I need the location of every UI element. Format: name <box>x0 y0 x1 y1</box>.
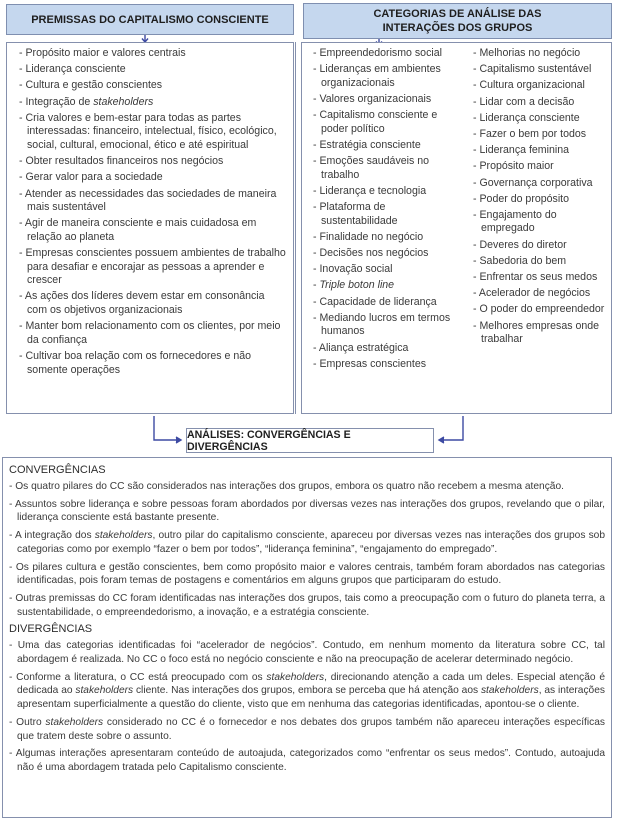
list-item: - Propósito maior e valores centrais <box>19 47 287 61</box>
list-item: - Cultivar boa relação com os fornecedores e não somente operações <box>19 350 287 377</box>
list-item: - Cultura organizacional <box>473 79 613 93</box>
list-item: - Obter resultados financeiros nos negócios <box>19 155 287 169</box>
arrow-left-to-analises-icon <box>154 416 180 440</box>
list-item: - Acelerador de negócios <box>473 287 613 301</box>
list-item: - Capacidade de liderança <box>313 296 463 310</box>
list-item: - Capitalismo sustentável <box>473 63 613 77</box>
analysis-paragraph: - Uma das categorias identificadas foi “acelerador de negócios”. Contudo, em nenhum momento da literatura sobre CC, tal abordagem é realizada. No CC o foco está no negócio consciente e não na preocupação de acelerar determinado negócio. <box>9 639 605 666</box>
premissas-list <box>19 47 287 377</box>
analysis-paragraph: - Conforme a literatura, o CC está preocupado com os stakeholders, direcionando atenção a cada um deles. Especial atenção é dedicada ao stakeholders cliente. Nas interações dos grupos, embora se perceba que há atenção aos stakeholders, as interações apresentam superficialmente a questão do cliente, visto que em nenhuma das categorias identificadas, apontou-se o cliente. <box>9 671 605 712</box>
categorias-header-line1: CATEGORIAS DE ANÁLISE DAS <box>373 8 542 20</box>
arrow-right-to-analises-icon <box>440 416 463 440</box>
list-item: - Manter bom relacionamento com os clientes, por meio da confiança <box>19 320 287 347</box>
list-item: - Lidar com a decisão <box>473 96 613 110</box>
list-item: - Governança corporativa <box>473 177 613 191</box>
list-item: - Liderança feminina <box>473 144 613 158</box>
categorias-header-line2: INTERAÇÕES DOS GRUPOS <box>382 22 533 34</box>
analysis-paragraph: - A integração dos stakeholders, outro pilar do capitalismo consciente, apareceu por diversas vezes nas interações dos grupos sob categorias como por exemplo “fazer o bem por todos”, “liderança feminina”, “engajamento do empregado”. <box>9 529 605 556</box>
list-item: - Fazer o bem por todos <box>473 128 613 142</box>
list-item: - Inovação social <box>313 263 463 277</box>
list-item: - Plataforma de sustentabilidade <box>313 201 463 228</box>
list-item: - As ações dos líderes devem estar em consonância com os objetivos organizacionais <box>19 290 287 317</box>
premissas-list-box <box>6 42 294 414</box>
analises-box <box>186 428 434 453</box>
categorias-column-1 <box>313 47 463 371</box>
convergencias-title: CONVERGÊNCIAS <box>9 464 106 476</box>
list-item: - Lideranças em ambientes organizacionais <box>313 63 463 90</box>
list-item: - Liderança e tecnologia <box>313 185 463 199</box>
list-item: - Finalidade no negócio <box>313 231 463 245</box>
analysis-paragraph: - Os quatro pilares do CC são considerados nas interações dos grupos, embora os quatro não recebem a mesma atenção. <box>9 480 605 494</box>
analysis-paragraph: - Assuntos sobre liderança e sobre pessoas foram abordados por diversas vezes nas interações dos grupos, revelando que o pilar, liderança consciente está bastante presente. <box>9 498 605 525</box>
analises-detail-box <box>2 457 612 818</box>
list-item: - Integração de stakeholders <box>19 96 287 110</box>
list-item: - Empreendedorismo social <box>313 47 463 61</box>
analysis-paragraph: - Os pilares cultura e gestão conscientes, bem como propósito maior e valores centrais, também foram abordados nas categorias identificadas, pois foram temas de postagens e comentários em alguns grupos que participaram do estudo. <box>9 561 605 588</box>
list-item: - Cria valores e bem-estar para todas as partes interessadas: financeiro, intelectual, físico, ecológico, social, cultural, emocional, ético e até espiritual <box>19 112 287 153</box>
list-item: - Gerar valor para a sociedade <box>19 171 287 185</box>
categorias-column-2 <box>473 47 613 347</box>
list-item: - Capitalismo consciente e poder político <box>313 109 463 136</box>
divergencias-list <box>9 639 605 774</box>
analysis-paragraph: - Outro stakeholders considerado no CC é o fornecedor e nos debates dos grupos também não apareceu interações específicas que tratem deste sobre o assunto. <box>9 716 605 743</box>
list-item: - Deveres do diretor <box>473 239 613 253</box>
list-item: - Atender as necessidades das sociedades de maneira mais sustentável <box>19 188 287 215</box>
list-item: - Liderança consciente <box>19 63 287 77</box>
list-item: - Agir de maneira consciente e mais cuidadosa em relação ao planeta <box>19 217 287 244</box>
list-item: - Melhores empresas onde trabalhar <box>473 320 613 347</box>
list-item: - Valores organizacionais <box>313 93 463 107</box>
list-item: - Empresas conscientes <box>313 358 463 372</box>
list-item: - Aliança estratégica <box>313 342 463 356</box>
list-item: - Emoções saudáveis no trabalho <box>313 155 463 182</box>
list-item: - Estratégia consciente <box>313 139 463 153</box>
convergencias-list <box>9 480 605 619</box>
divergencias-title: DIVERGÊNCIAS <box>9 623 93 636</box>
analises-title: ANÁLISES: CONVERGÊNCIAS E DIVERGÊNCIAS <box>187 428 351 453</box>
analysis-paragraph: - Algumas interações apresentaram conteúdo de autoajuda, categorizados como “enfrentar os seus medos”. Contudo, autoajuda não é uma abordagem tratada pelo Capitalismo consciente. <box>9 747 605 774</box>
list-item: - Triple boton line <box>313 279 463 293</box>
list-item: - Enfrentar os seus medos <box>473 271 613 285</box>
list-item: - Engajamento do empregado <box>473 209 613 236</box>
premissas-header-title: PREMISSAS DO CAPITALISMO CONSCIENTE <box>31 13 269 26</box>
list-item: - Melhorias no negócio <box>473 47 613 61</box>
list-item: - Sabedoria do bem <box>473 255 613 269</box>
list-item: - Decisões nos negócios <box>313 247 463 261</box>
list-item: - Propósito maior <box>473 160 613 174</box>
list-item: - Cultura e gestão conscientes <box>19 79 287 93</box>
list-item: - O poder do empreendedor <box>473 303 613 317</box>
list-item: - Poder do propósito <box>473 193 613 207</box>
list-item: - Empresas conscientes possuem ambientes de trabalho para desafiar e encorajar as pessoas a aprender e crescer <box>19 247 287 288</box>
list-item: - Mediando lucros em termos humanos <box>313 312 463 339</box>
analysis-paragraph: - Outras premissas do CC foram identificadas nas interações dos grupos, tais como a preocupação com o futuro do planeta terra, a sustentabilidade, o empreendedorismo, a inovação, e a estratégia consciente. <box>9 592 605 619</box>
categorias-list-box <box>301 42 612 414</box>
list-item: - Liderança consciente <box>473 112 613 126</box>
